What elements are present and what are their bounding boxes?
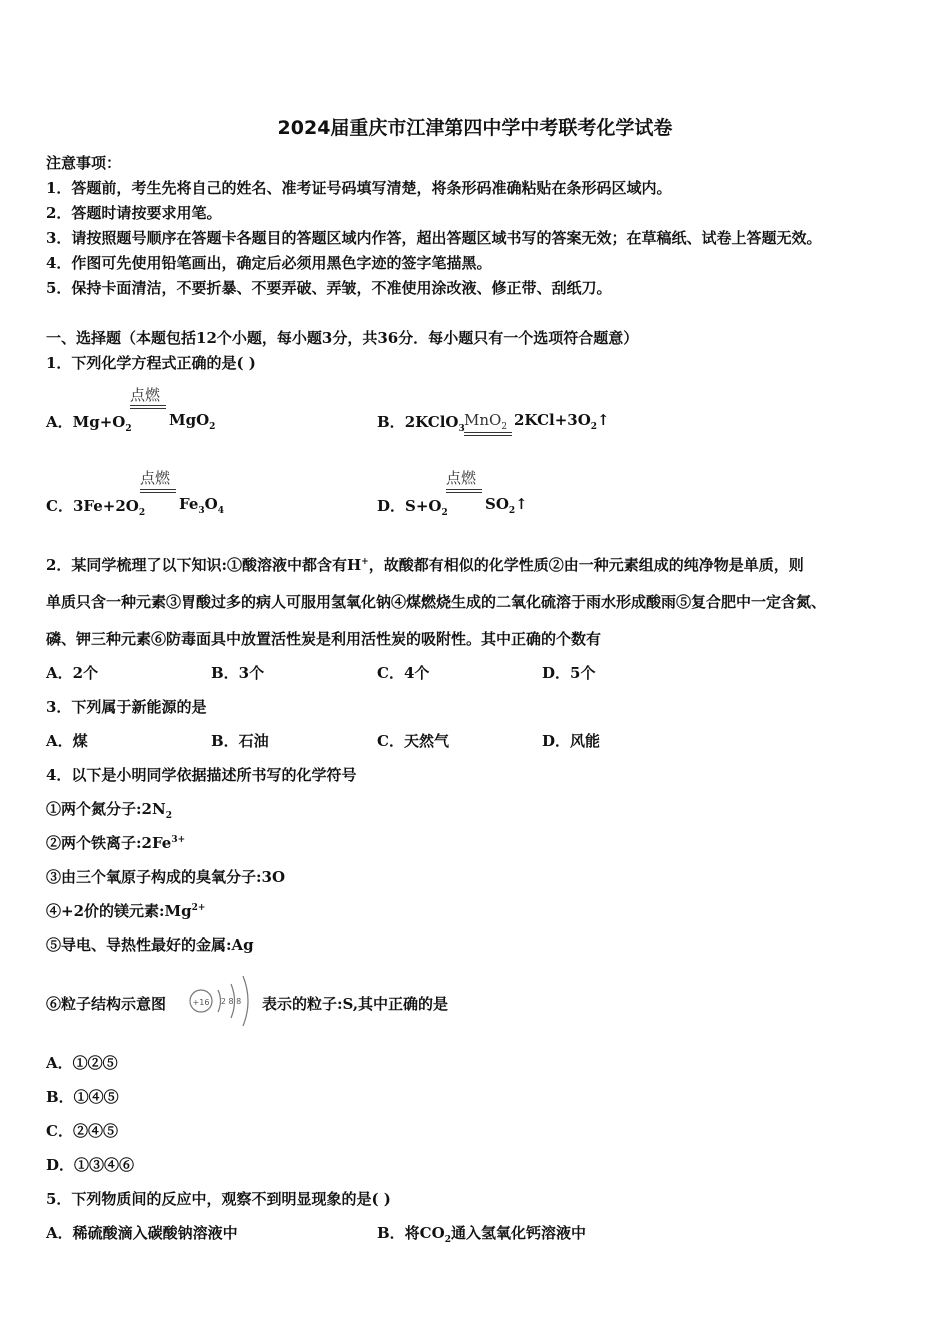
q2-option-c: C．4个 xyxy=(377,664,430,682)
question-2-line: 磷、钾三种元素⑥防毒面具中放置活性炭是利用活性炭的吸附性。其中正确的个数有 xyxy=(46,630,602,648)
q2-option-d: D．5个 xyxy=(542,664,596,682)
notice-heading: 注意事项： xyxy=(46,154,122,172)
q1-option-b-product: $2KCl+3O_2↑$ xyxy=(514,411,610,432)
q3-option-a: A．煤 xyxy=(46,732,88,750)
q4-item-2: ②两个铁离子$:2Fe^{3+}$ xyxy=(46,834,186,852)
question-2-line: 单质只含一种元素③胃酸过多的病人可服用氢氧化钠④煤燃烧生成的二氧化硫溶于雨水形成酸雨⑤复合肥中一定含氮、 xyxy=(46,593,827,611)
notice-item: 3．请按照题号顺序在答题卡各题目的答题区域内作答，超出答题区域书写的答案无效；在草稿纸、试卷上答题无效。 xyxy=(46,229,822,247)
q2-option-b: B．3个 xyxy=(211,664,265,682)
q1-option-d: D．$S+O_2$ xyxy=(377,497,448,518)
q1-option-c: C．$3Fe+2O_2$ xyxy=(46,497,146,518)
catalyst-condition: MnO$_2$ xyxy=(464,411,508,432)
q4-option-c: C．②④⑤ xyxy=(46,1122,118,1140)
q1-option-a: A．$Mg+O_2$ xyxy=(46,413,132,434)
atom-nucleus-label: +16 xyxy=(192,998,210,1007)
notice-item: 2．答题时请按要求用笔。 xyxy=(46,204,222,222)
question-3-stem: 3．下列属于新能源的是 xyxy=(46,698,207,716)
q4-item-4: ④+2价的镁元素$:Mg^{2+}$ xyxy=(46,902,206,920)
q4-item-5: ⑤导电、导热性最好的金属:Ag xyxy=(46,936,254,954)
question-2-line: 2．某同学梳理了以下知识:①酸溶液中都含有H+，故酸都有相似的化学性质②由一种元素组成的纯净物是单质，则 xyxy=(46,556,804,574)
q1-option-d-product: $SO_2↑$ xyxy=(485,495,528,516)
ignite-condition: 点燃 xyxy=(130,386,161,404)
equals-sign xyxy=(130,405,166,409)
q3-option-b: B．石油 xyxy=(211,732,269,750)
ignite-condition: 点燃 xyxy=(140,469,171,487)
q5-option-b: B．将$CO_2$通入氢氧化钙溶液中 xyxy=(377,1224,586,1245)
notice-item: 5．保持卡面清洁，不要折暴、不要弄破、弄皱，不准使用涂改液、修正带、刮纸刀。 xyxy=(46,279,612,297)
q2-option-a: A．2个 xyxy=(46,664,99,682)
question-4-stem: 4．以下是小明同学依据描述所书写的化学符号 xyxy=(46,766,357,784)
equals-sign xyxy=(464,432,512,436)
atom-shell-label: 2 8 8 xyxy=(220,997,242,1006)
q5-option-a: A．稀硫酸滴入碳酸钠溶液中 xyxy=(46,1224,238,1242)
section-heading: 一、选择题（本题包括12个小题，每小题3分，共36分．每小题只有一个选项符合题意） xyxy=(46,329,639,347)
q4-item-6-suffix: 表示的粒子:S,其中正确的是 xyxy=(262,995,449,1013)
q1-option-b: B．2KClO$_3$ xyxy=(377,413,465,434)
ignite-condition: 点燃 xyxy=(446,469,477,487)
equals-sign xyxy=(140,489,176,493)
equals-sign xyxy=(446,489,482,493)
question-5-stem: 5．下列物质间的反应中，观察不到明显现象的是( ) xyxy=(46,1190,391,1208)
q3-option-d: D．风能 xyxy=(542,732,601,750)
q4-item-6-prefix: ⑥粒子结构示意图 xyxy=(46,995,167,1013)
notice-item: 4．作图可先使用铅笔画出，确定后必须用黑色字迹的签字笔描黑。 xyxy=(46,254,492,272)
question-1-stem: 1．下列化学方程式正确的是( ) xyxy=(46,354,256,372)
q4-item-1: ①两个氮分子$:2N_2$ xyxy=(46,800,172,821)
atom-structure-diagram xyxy=(186,970,256,1032)
notice-item: 1．答题前，考生先将自己的姓名、准考证号码填写清楚，将条形码准确粘贴在条形码区域内。 xyxy=(46,179,672,197)
page-title: 2024届重庆市江津第四中学中考联考化学试卷 xyxy=(277,117,673,139)
q1-option-c-product: $Fe_3O_4$ xyxy=(179,495,224,516)
q1-option-a-product: MgO$_2$ xyxy=(169,411,216,432)
q4-option-a: A．①②⑤ xyxy=(46,1054,118,1072)
q3-option-c: C．天然气 xyxy=(377,732,449,750)
q4-item-3: ③由三个氧原子构成的臭氧分子:3O xyxy=(46,868,286,886)
q4-option-d: D．①③④⑥ xyxy=(46,1156,135,1174)
q4-option-b: B．①④⑤ xyxy=(46,1088,119,1106)
